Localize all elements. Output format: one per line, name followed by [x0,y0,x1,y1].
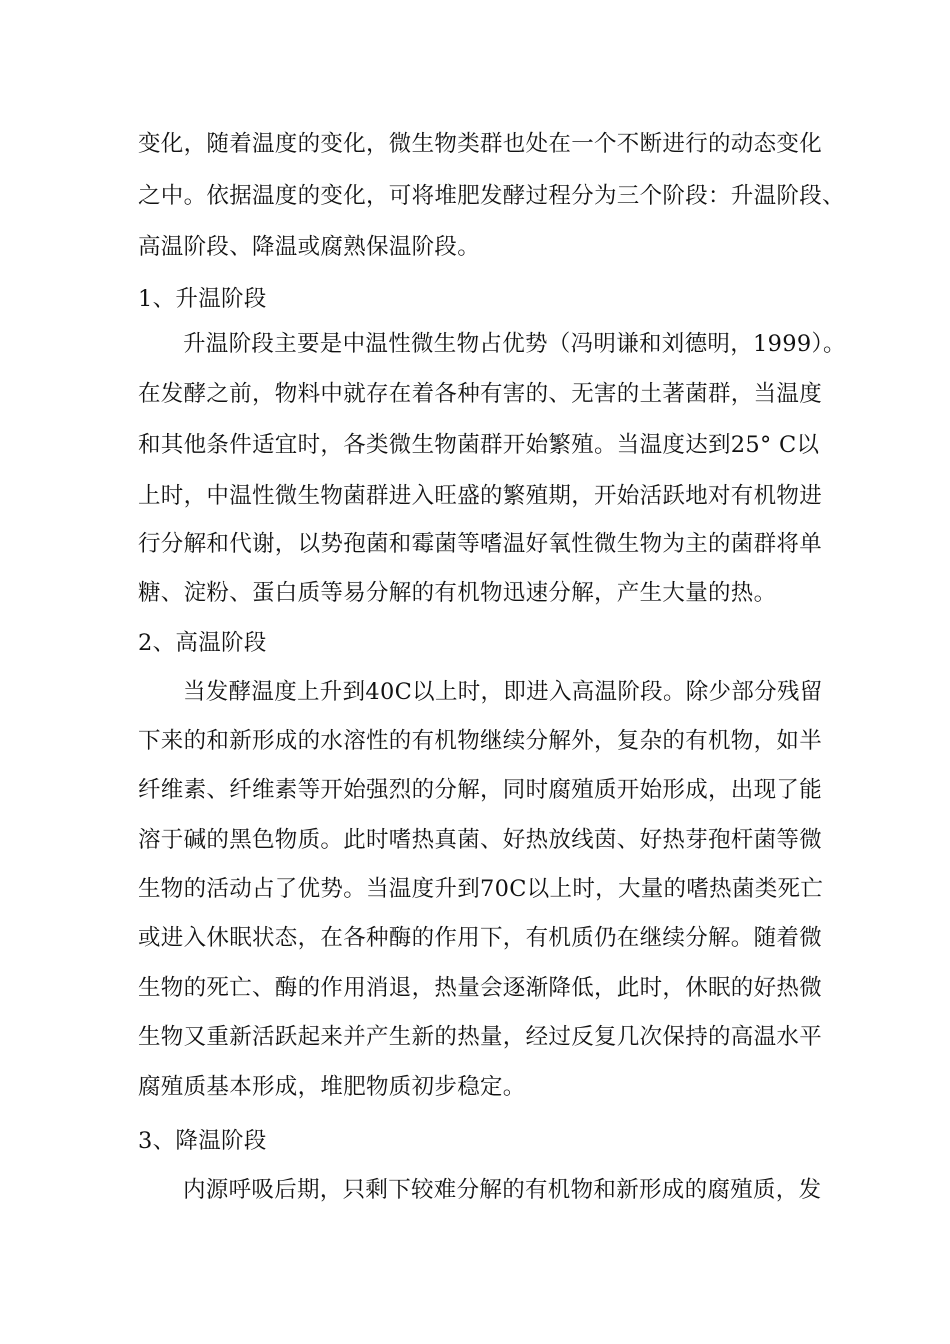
paragraph-line: 升温阶段主要是中温性微生物占优势（冯明谦和刘德明，1999）。 [183,331,846,357]
paragraph-line: 生物又重新活跃起来并产生新的热量，经过反复几次保持的高温水平 [138,1024,823,1050]
paragraph-line: 变化，随着温度的变化，微生物类群也处在一个不断进行的动态变化 [138,131,823,157]
paragraph-line: 和其他条件适宜时，各类微生物菌群开始繁殖。当温度达到25° C以 [138,432,820,458]
section-heading-1: 1、升温阶段 [138,286,267,312]
paragraph-line: 高温阶段、降温或腐熟保温阶段。 [138,234,481,260]
paragraph-line: 上时，中温性微生物菌群进入旺盛的繁殖期，开始活跃地对有机物进 [138,483,823,509]
paragraph-line: 行分解和代谢，以势孢菌和霉菌等嗜温好氧性微生物为主的菌群将单 [138,531,823,557]
paragraph-line: 糖、淀粉、蛋白质等易分解的有机物迅速分解，产生大量的热。 [138,580,777,606]
paragraph-line: 当发酵温度上升到40C以上时，即进入高温阶段。除少部分残留 [183,679,823,705]
section-heading-3: 3、降温阶段 [138,1128,267,1154]
paragraph-line: 在发酵之前，物料中就存在着各种有害的、无害的土著菌群，当温度 [138,381,823,407]
paragraph-line: 溶于碱的黑色物质。此时嗜热真菌、好热放线茵、好热芽孢杆菌等微 [138,827,823,853]
section-heading-2: 2、高温阶段 [138,630,267,656]
paragraph-line: 下来的和新形成的水溶性的有机物继续分解外，复杂的有机物，如半 [138,728,823,754]
paragraph-line: 腐殖质基本形成，堆肥物质初步稳定。 [138,1074,526,1100]
paragraph-line: 纤维素、纤维素等开始强烈的分解，同时腐殖质开始形成，出现了能 [138,777,823,803]
paragraph-line: 之中。依据温度的变化，可将堆肥发酵过程分为三个阶段：升温阶段、 [138,183,845,209]
paragraph-line: 或进入休眠状态，在各种酶的作用下，有机质仍在继续分解。随着微 [138,925,823,951]
paragraph-line: 生物的活动占了优势。当温度升到70C以上时，大量的嗜热菌类死亡 [138,876,824,902]
paragraph-line: 内源呼吸后期，只剩下较难分解的有机物和新形成的腐殖质，发 [183,1177,822,1203]
paragraph-line: 生物的死亡、酶的作用消退，热量会逐渐降低，此时，休眠的好热微 [138,975,823,1001]
